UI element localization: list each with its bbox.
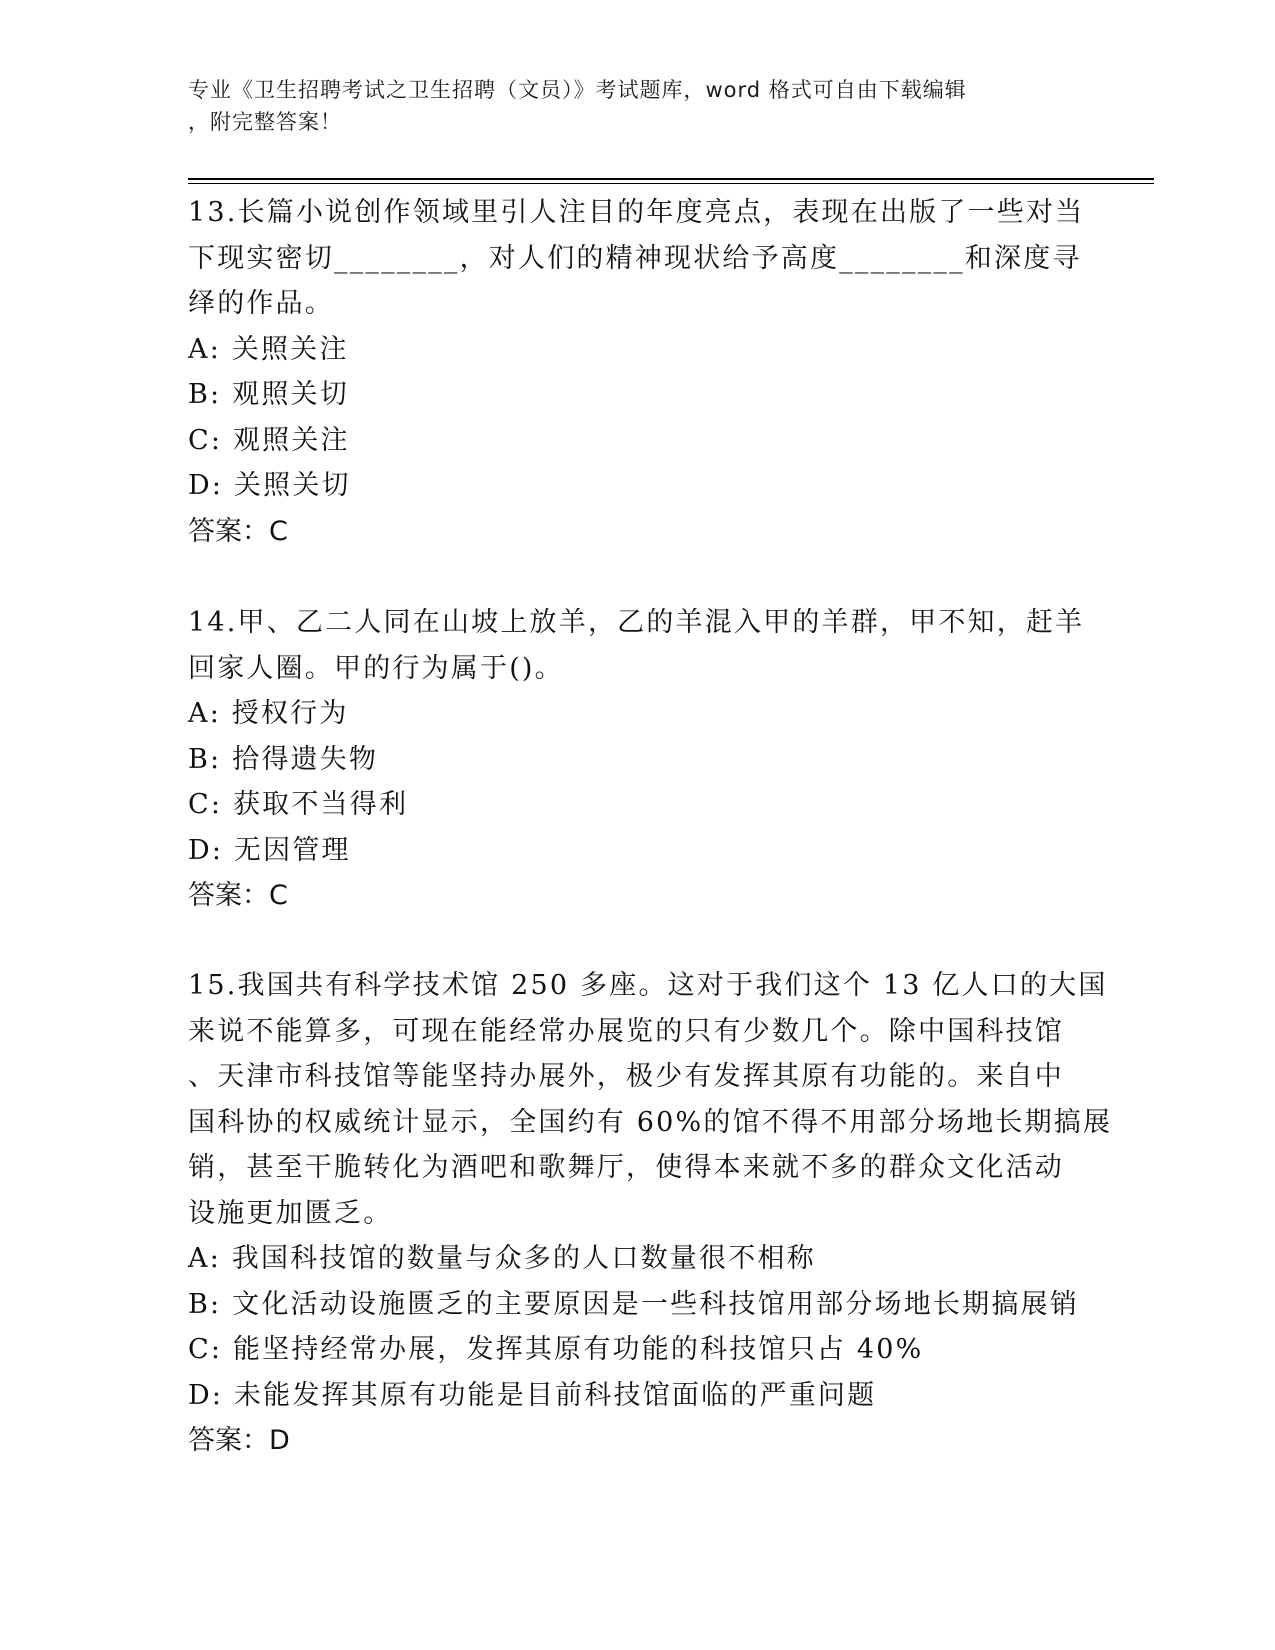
option-c: C: 获取不当得利	[188, 789, 409, 820]
question-14	[188, 600, 1088, 919]
question-stem-line: 下现实密切________，对人们的精神现状给予高度________和深度寻	[188, 242, 1082, 274]
question-stem-line: 14.甲、乙二人同在山坡上放羊，乙的羊混入甲的羊群，甲不知，赶羊	[188, 607, 1085, 638]
option-d: D: 未能发挥其原有功能是目前科技馆面临的严重问题	[188, 1379, 877, 1411]
header-line-2: ，附完整答案！	[188, 110, 342, 134]
question-stem-line: 国科协的权威统计显示，全国约有 60%的馆不得不用部分场地长期搞展	[188, 1106, 1113, 1138]
question-stem-line: 13.长篇小说创作领域里引人注目的年度亮点，表现在出版了一些对当	[188, 197, 1085, 228]
header-line-1: 专业《卫生招聘考试之卫生招聘（文员）》考试题库，word 格式可自由下载编辑	[188, 78, 967, 102]
option-b: B: 观照关切	[188, 379, 349, 410]
option-a: A: 关照关注	[188, 333, 349, 365]
question-stem-line: 15.我国共有科学技术馆 250 多座。这对于我们这个 13 亿人口的大国	[188, 970, 1108, 1001]
question-15	[188, 963, 1113, 1464]
question-stem-line: 设施更加匮乏。	[188, 1197, 393, 1229]
option-c: C: 能坚持经常办展，发挥其原有功能的科技馆只占 40%	[188, 1334, 924, 1365]
question-stem-line: 、天津市科技馆等能坚持办展外，极少有发挥其原有功能的。来自中	[188, 1061, 1064, 1092]
header-divider-thick	[188, 178, 1154, 180]
option-b: B: 文化活动设施匮乏的主要原因是一些科技馆用部分场地长期搞展销	[188, 1288, 1079, 1320]
option-b: B: 拾得遗失物	[188, 743, 379, 775]
question-stem-line: 销，甚至干脆转化为酒吧和歌舞厅，使得本来就不多的群众文化活动	[188, 1152, 1064, 1183]
option-a: A: 我国科技馆的数量与众多的人口数量很不相称	[188, 1243, 816, 1274]
question-13	[188, 190, 1088, 555]
question-stem-line: 绎的作品。	[188, 288, 334, 319]
answer: 答案：C	[188, 880, 288, 911]
option-a: A: 授权行为	[188, 698, 349, 729]
document-header	[188, 74, 1068, 138]
answer: 答案：C	[188, 515, 288, 547]
option-d: D: 关照关切	[188, 470, 351, 501]
header-divider-thin	[188, 183, 1154, 184]
option-d: D: 无因管理	[188, 834, 351, 866]
question-stem-line: 来说不能算多，可现在能经常办展览的只有少数几个。除中国科技馆	[188, 1015, 1064, 1047]
option-c: C: 观照关注	[188, 424, 350, 456]
question-stem-line: 回家人圈。甲的行为属于()。	[188, 652, 564, 684]
answer: 答案：D	[188, 1425, 290, 1456]
